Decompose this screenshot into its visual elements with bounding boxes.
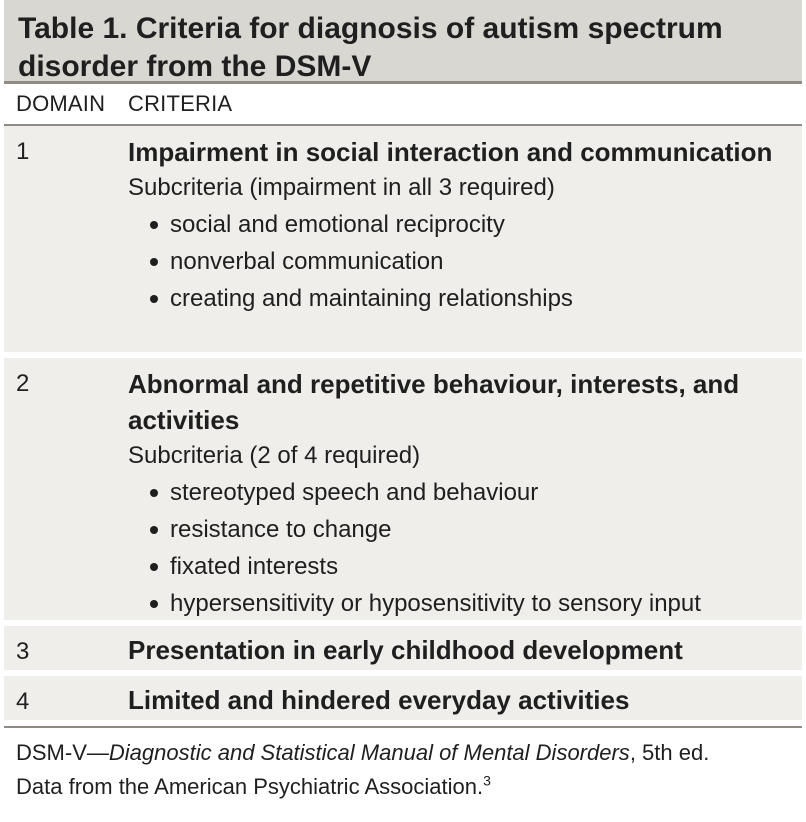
table-title-text: Criteria for diagnosis of autism spectrum disorder from the DSM-V — [18, 12, 723, 83]
criteria-cell — [128, 634, 790, 665]
subcriteria-heading: Subcriteria (impairment in all 3 required) — [128, 174, 555, 201]
domain-number: 1 — [16, 138, 30, 165]
list-item — [128, 511, 790, 548]
domain-number: 4 — [16, 688, 30, 715]
list-item — [128, 548, 790, 585]
domain-number: 2 — [16, 370, 30, 397]
footnote-reference: 3 — [483, 772, 491, 789]
criterion-title: Abnormal and repetitive behaviour, interests, and activities — [128, 369, 740, 435]
subcriteria-list — [128, 474, 790, 622]
criteria-cell — [128, 684, 790, 715]
list-item — [128, 243, 790, 280]
bullet-icon — [150, 563, 158, 571]
table-header-row — [4, 84, 802, 126]
subcriteria-list — [128, 206, 790, 317]
subcriteria-heading: Subcriteria (2 of 4 required) — [128, 442, 421, 469]
list-item-text: nonverbal communication — [170, 248, 444, 275]
bullet-icon — [150, 221, 158, 229]
table-row-domain-3 — [4, 626, 802, 676]
bullet-icon — [150, 600, 158, 608]
footnote-italic-title: Diagnostic and Statistical Manual of Mental Disorders — [108, 740, 630, 765]
criterion-title: Presentation in early childhood development — [128, 635, 683, 665]
table-row-domain-1 — [4, 126, 802, 358]
list-item-text: hypersensitivity or hyposensitivity to sensory input — [170, 590, 701, 617]
bullet-icon — [150, 526, 158, 534]
footnote-abbr: DSM-V— — [16, 740, 109, 765]
list-item-text: resistance to change — [170, 516, 392, 543]
criterion-title: Limited and hindered everyday activities — [128, 685, 630, 715]
table-row-domain-2 — [4, 358, 802, 626]
bullet-icon — [150, 489, 158, 497]
header-criteria: CRITERIA — [128, 91, 233, 116]
bullet-icon — [150, 295, 158, 303]
list-item — [128, 280, 790, 317]
footnote-source-text: Data from the American Psychiatric Association. — [16, 774, 484, 799]
criteria-cell — [128, 366, 790, 617]
header-domain: DOMAIN — [16, 91, 106, 116]
list-item-text: stereotyped speech and behaviour — [170, 479, 539, 506]
footnote-abbreviation — [16, 736, 790, 770]
criterion-title: Impairment in social interaction and communication — [128, 137, 773, 167]
table-title — [18, 10, 788, 86]
footnote-edition: , 5th ed. — [629, 740, 710, 765]
bullet-icon — [150, 258, 158, 266]
list-item — [128, 474, 790, 511]
criteria-cell — [128, 134, 790, 344]
list-item-text: social and emotional reciprocity — [170, 211, 505, 238]
table-label: Table 1. — [18, 12, 128, 45]
table-row-domain-4 — [4, 676, 802, 726]
list-item-text: fixated interests — [170, 553, 339, 580]
table-title-block — [4, 0, 802, 84]
list-item — [128, 206, 790, 243]
table-footnote — [4, 726, 802, 804]
list-item — [128, 585, 790, 622]
domain-number: 3 — [16, 638, 30, 665]
footnote-source — [16, 770, 790, 804]
list-item-text: creating and maintaining relationships — [170, 285, 573, 312]
